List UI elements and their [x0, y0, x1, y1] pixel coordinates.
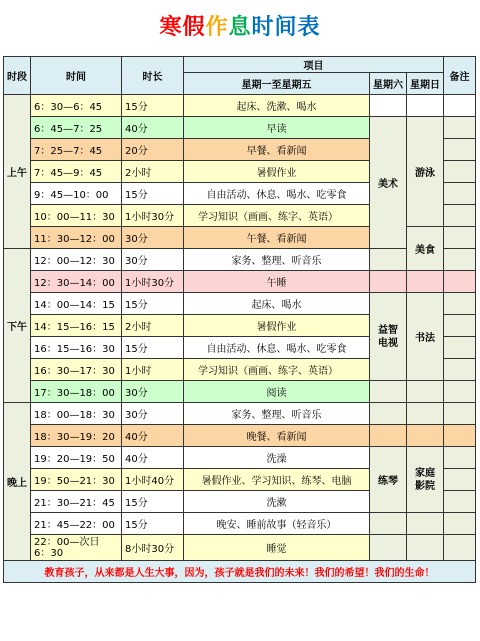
row-8-time: 12：00—12：30 — [31, 249, 122, 271]
row-15-sun — [407, 403, 444, 425]
row-17-duration: 40分 — [122, 447, 184, 469]
page-title — [0, 0, 480, 56]
row-3-time: 7：25—7：45 — [31, 139, 122, 161]
row-13-activity: 学习知识（画画、练字、英语） — [184, 359, 370, 381]
row-15-time: 18：00—18：30 — [31, 403, 122, 425]
row-9-sat — [370, 271, 407, 293]
title-char-2: 假 — [182, 15, 206, 40]
row-11-time: 14：15—16：15 — [31, 315, 122, 337]
row-15-note — [444, 403, 476, 425]
header-sat: 星期六 — [370, 73, 407, 95]
row-14-sat — [370, 381, 407, 403]
row-16-sun — [407, 425, 444, 447]
row-20-time: 21：45—22：00 — [31, 513, 122, 535]
row-5-note — [444, 183, 476, 205]
header-note: 备注 — [444, 57, 476, 95]
row-6-note — [444, 205, 476, 227]
period-morning: 上午 — [4, 95, 31, 249]
row-11-activity: 暑假作业 — [184, 315, 370, 337]
row-9-activity: 午睡 — [184, 271, 370, 293]
row-16-duration: 40分 — [122, 425, 184, 447]
row-1-note — [444, 95, 476, 117]
row-5-time: 9：45—10：00 — [31, 183, 122, 205]
sun-evening-label: 家庭影院 — [415, 467, 435, 492]
row-14-sun — [407, 381, 444, 403]
row-15-sat — [370, 403, 407, 425]
row-11-duration: 2小时 — [122, 315, 184, 337]
row-17-activity: 洗澡 — [184, 447, 370, 469]
row-10-duration: 15分 — [122, 293, 184, 315]
row-3-activity: 早餐、看新闻 — [184, 139, 370, 161]
row-9-note — [444, 271, 476, 293]
row-20-sat — [370, 513, 407, 535]
row-12-duration: 15分 — [122, 337, 184, 359]
row-21-note — [444, 535, 476, 561]
row-6-activity: 学习知识（画画、练字、英语） — [184, 205, 370, 227]
header-duration: 时长 — [122, 57, 184, 95]
row-16-note — [444, 425, 476, 447]
row-14-activity: 阅读 — [184, 381, 370, 403]
row-19-time: 21：30—21：45 — [31, 491, 122, 513]
sat-afternoon — [370, 293, 407, 381]
row-7-note — [444, 227, 476, 249]
row-21-sat — [370, 535, 407, 561]
row-4-time: 7：45—9：45 — [31, 161, 122, 183]
row-21-sun — [407, 535, 444, 561]
sun-evening — [407, 447, 444, 513]
row-17-time: 19：20—19：50 — [31, 447, 122, 469]
row-10-activity: 起床、喝水 — [184, 293, 370, 315]
row-16-time: 18：30—19：20 — [31, 425, 122, 447]
row-14-time: 17：30—18：00 — [31, 381, 122, 403]
period-afternoon: 下午 — [4, 249, 31, 403]
row-4-duration: 2小时 — [122, 161, 184, 183]
schedule-table — [3, 56, 476, 583]
row-5-duration: 15分 — [122, 183, 184, 205]
row-21-activity: 睡觉 — [184, 535, 370, 561]
row-8-note — [444, 249, 476, 271]
row-6-time: 10：00—11：30 — [31, 205, 122, 227]
row-7-duration: 30分 — [122, 227, 184, 249]
row-7-activity: 午餐、看新闻 — [184, 227, 370, 249]
sat-afternoon-label: 益智电视 — [378, 324, 398, 349]
row-10-time: 14：00—14：15 — [31, 293, 122, 315]
row-8-duration: 30分 — [122, 249, 184, 271]
row-18-duration: 1小时40分 — [122, 469, 184, 491]
row-21-time — [31, 535, 122, 561]
row-9-sun — [407, 271, 444, 293]
row-19-duration: 15分 — [122, 491, 184, 513]
header-item: 项目 — [184, 57, 444, 73]
row-18-activity: 暑假作业、学习知识、练琴、电脑 — [184, 469, 370, 491]
title-char-1: 寒 — [159, 15, 183, 40]
row-5-activity: 自由活动、休息、喝水、吃零食 — [184, 183, 370, 205]
row-19-activity: 洗漱 — [184, 491, 370, 513]
row-1-sat — [370, 95, 407, 117]
row-20-activity: 晚安、睡前故事（轻音乐） — [184, 513, 370, 535]
row-16-sat — [370, 425, 407, 447]
row-15-duration: 30分 — [122, 403, 184, 425]
row-3-note — [444, 139, 476, 161]
row-11-note — [444, 315, 476, 337]
header-time: 时间 — [31, 57, 122, 95]
row-18-note — [444, 469, 476, 491]
period-evening: 晚上 — [4, 403, 31, 561]
row-1-activity: 起床、洗漱、喝水 — [184, 95, 370, 117]
row-1-sun — [407, 95, 444, 117]
title-char-3: 作 — [205, 15, 229, 40]
row-3-duration: 20分 — [122, 139, 184, 161]
row-1-duration: 15分 — [122, 95, 184, 117]
sun-afternoon: 书法 — [407, 293, 444, 381]
sat-evening: 练琴 — [370, 447, 407, 513]
row-20-duration: 15分 — [122, 513, 184, 535]
row-7-time: 11：30—12：00 — [31, 227, 122, 249]
row-12-time: 16：15—16：30 — [31, 337, 122, 359]
row-15-activity: 家务、整理、听音乐 — [184, 403, 370, 425]
footer-slogan: 教育孩子，从来都是人生大事，因为，孩子就是我们的未来！我们的希望！我们的生命！ — [4, 561, 476, 583]
row-14-note — [444, 381, 476, 403]
row-8-sat — [370, 249, 407, 271]
row-21-time-text: 22：00—次日6：30 — [34, 536, 100, 559]
title-char-4: 息 — [228, 15, 252, 40]
row-12-note — [444, 337, 476, 359]
header-sun: 星期日 — [407, 73, 444, 95]
row-12-activity: 自由活动、休息、喝水、吃零食 — [184, 337, 370, 359]
row-4-activity: 暑假作业 — [184, 161, 370, 183]
row-13-duration: 1小时 — [122, 359, 184, 381]
header-weekday: 星期一至星期五 — [184, 73, 370, 95]
row-21-duration: 8小时30分 — [122, 535, 184, 561]
row-2-note — [444, 117, 476, 139]
row-9-duration: 1小时30分 — [122, 271, 184, 293]
row-16-activity: 晚餐、看新闻 — [184, 425, 370, 447]
row-13-time: 16：30—17：30 — [31, 359, 122, 381]
row-13-note — [444, 359, 476, 381]
row-18-time: 19：50—21：30 — [31, 469, 122, 491]
row-2-activity: 早读 — [184, 117, 370, 139]
row-8-activity: 家务、整理、听音乐 — [184, 249, 370, 271]
sat-morning: 美术 — [370, 117, 407, 249]
row-20-sun — [407, 513, 444, 535]
row-10-note — [444, 293, 476, 315]
row-1-time: 6：30—6：45 — [31, 95, 122, 117]
row-6-duration: 1小时30分 — [122, 205, 184, 227]
row-2-duration: 40分 — [122, 117, 184, 139]
sun-lunch: 美食 — [407, 227, 444, 271]
row-14-duration: 30分 — [122, 381, 184, 403]
row-4-note — [444, 161, 476, 183]
row-2-time: 6：45—7：25 — [31, 117, 122, 139]
row-9-time: 12：30—14：00 — [31, 271, 122, 293]
row-17-note — [444, 447, 476, 469]
header-period: 时段 — [4, 57, 31, 95]
row-20-note — [444, 513, 476, 535]
row-19-note — [444, 491, 476, 513]
sun-morning: 游泳 — [407, 117, 444, 227]
title-char-5: 时间表 — [251, 15, 321, 40]
